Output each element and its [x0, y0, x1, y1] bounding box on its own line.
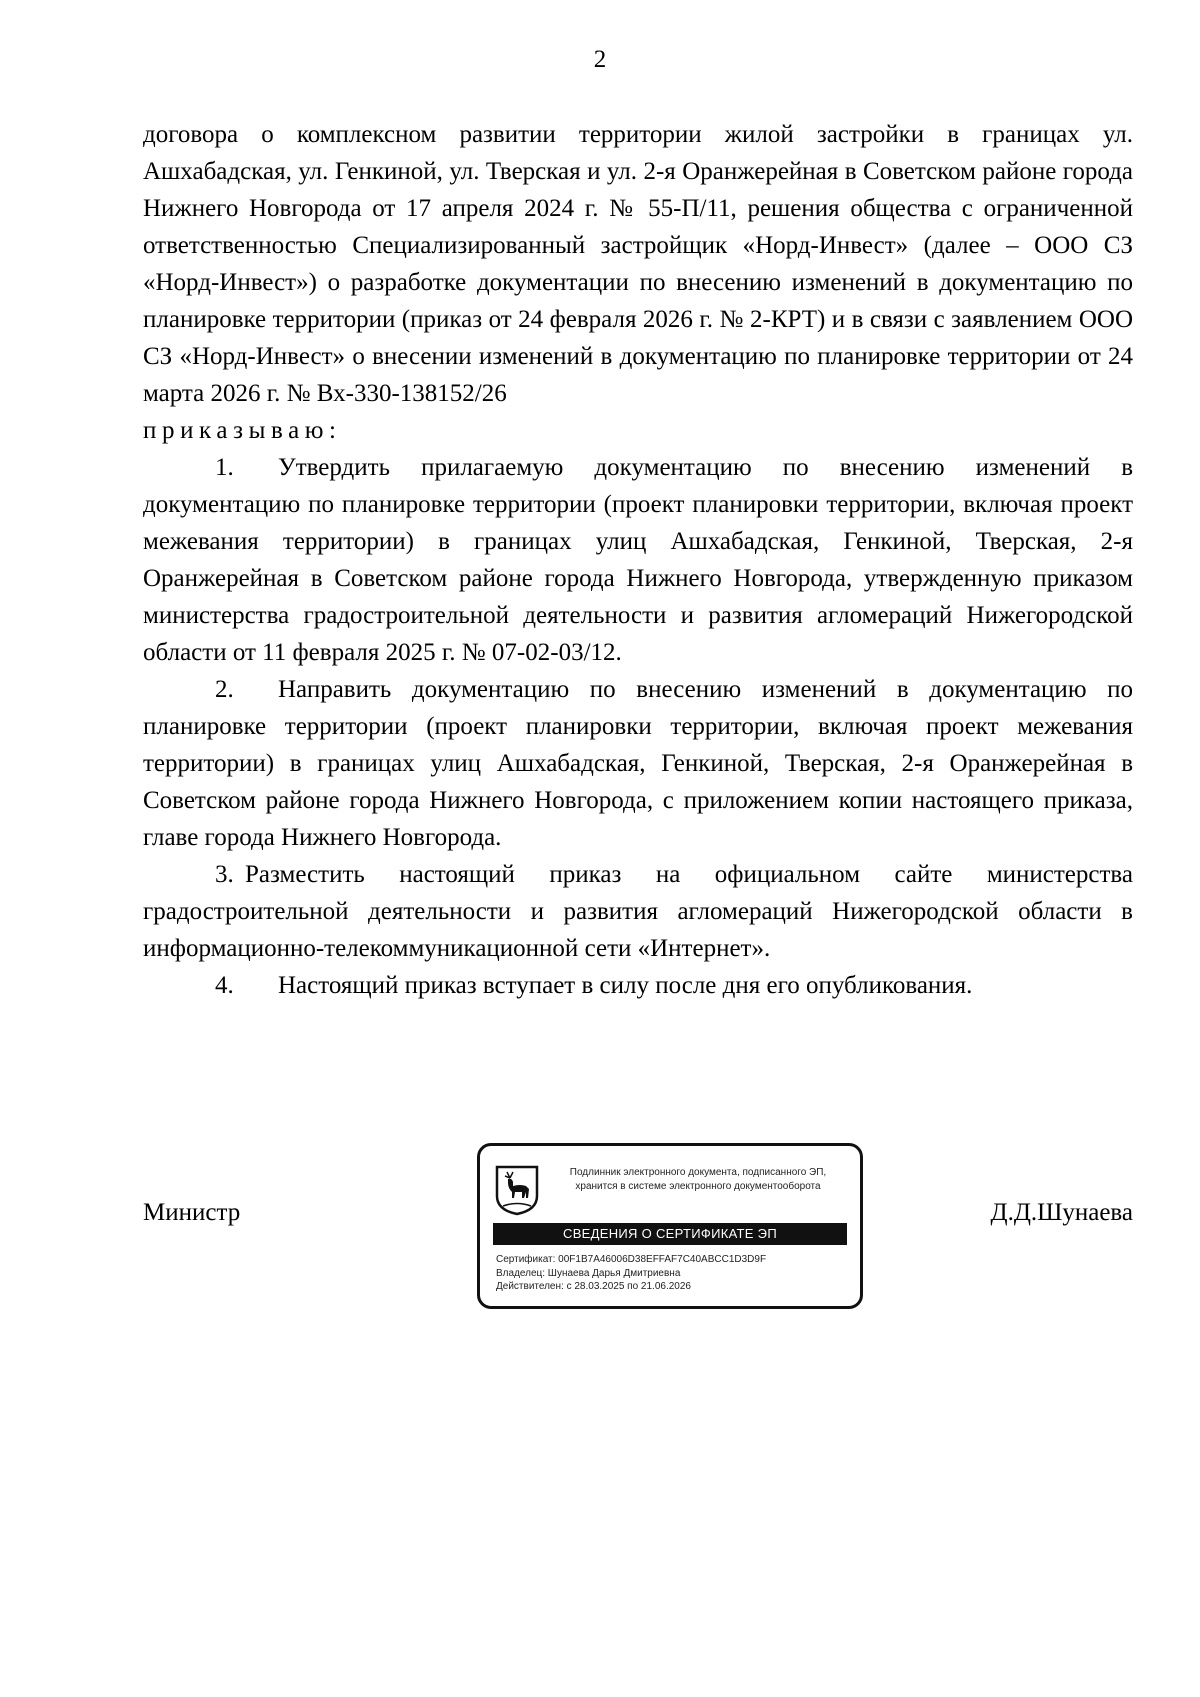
- order-item-number: 3.: [215, 861, 234, 888]
- order-item-3: [143, 856, 1133, 967]
- order-item-text: Настоящий приказ вступает в силу после дня его опубликования.: [278, 972, 973, 999]
- stamp-validity: Действителен: с 28.03.2025 по 21.06.2026: [496, 1281, 691, 1292]
- preamble-paragraph: договора о комплексном развитии территории жилой застройки в границах ул. Ашхабадская, ул. Генкиной, ул. Тверская и ул. 2-я Оранжерейная в Советском районе города Нижнего Новгорода от 17 апреля 2024 г. № 55-П/11, решения общества с ограниченной ответственностью Специализированный застройщик «Норд-Инвест» (далее – ООО СЗ «Норд-Инвест») о разработке документации по внесению изменений в документацию по планировке территории (приказ от 24 февраля 2026 г. № 2-КРТ) и в связи с заявлением ООО СЗ «Норд-Инвест» о внесении изменений в документацию по планировке территории от 24 марта 2026 г. № Вх-330-138152/26: [143, 121, 1133, 407]
- order-item-text: Направить документацию по внесению изменений в документацию по планировке территории (проект планировки территории, включая проект межевания территории) в границах улиц Ашхабадская, Генкиной, Тверская, 2-я Оранжерейная в Советском районе города Нижнего Новгорода, с приложением копии настоящего приказа, главе города Нижнего Новгорода.: [143, 676, 1133, 851]
- order-item-2: [143, 671, 1133, 856]
- order-item-text: Утвердить прилагаемую документацию по внесению изменений в документацию по планировке территории (проект планировки территории, включая проект межевания территории) в границах улиц Ашхабадская, Генкиной, Тверская, 2-я Оранжерейная в Советском районе города Нижнего Новгорода, утвержденную приказом министерства градостроительной деятельности и развития агломераций Нижегородской области от 11 февраля 2025 г. № 07-02-03/12.: [143, 454, 1133, 666]
- signer-title: Министр: [143, 1199, 241, 1226]
- stamp-certificate-details: [496, 1253, 851, 1294]
- stamp-certificate-banner: СВЕДЕНИЯ О СЕРТИФИКАТЕ ЭП: [493, 1223, 847, 1245]
- deer-emblem-icon: [494, 1164, 540, 1216]
- signer-name: Д.Д.Шунаева: [990, 1199, 1133, 1226]
- order-item-number: 1.: [215, 454, 234, 481]
- order-item-number: 2.: [215, 676, 234, 703]
- stamp-note-line: Подлинник электронного документа, подписанного ЭП,: [569, 1167, 827, 1178]
- order-item-text: Разместить настоящий приказ на официальном сайте министерства градостроительной деятельности и развития агломераций Нижегородской области в информационно-телекоммуникационной сети «Интернет».: [143, 861, 1133, 962]
- page-number: 2: [593, 46, 607, 73]
- stamp-certificate-number: Сертификат: 00F1B7A46006D38EFFAF7C40ABCC1D3D9F: [496, 1254, 767, 1265]
- order-word: приказываю:: [143, 417, 342, 444]
- stamp-note-line: хранится в системе электронного документооборота: [575, 1181, 821, 1192]
- order-item-4: [143, 967, 1133, 1004]
- document-body: [143, 116, 1133, 1004]
- order-item-number: 4.: [215, 972, 234, 999]
- order-item-1: [143, 449, 1133, 671]
- stamp-original-note: [548, 1166, 848, 1194]
- electronic-signature-stamp: [477, 1143, 863, 1309]
- stamp-owner: Владелец: Шунаева Дарья Дмитриевна: [496, 1267, 681, 1279]
